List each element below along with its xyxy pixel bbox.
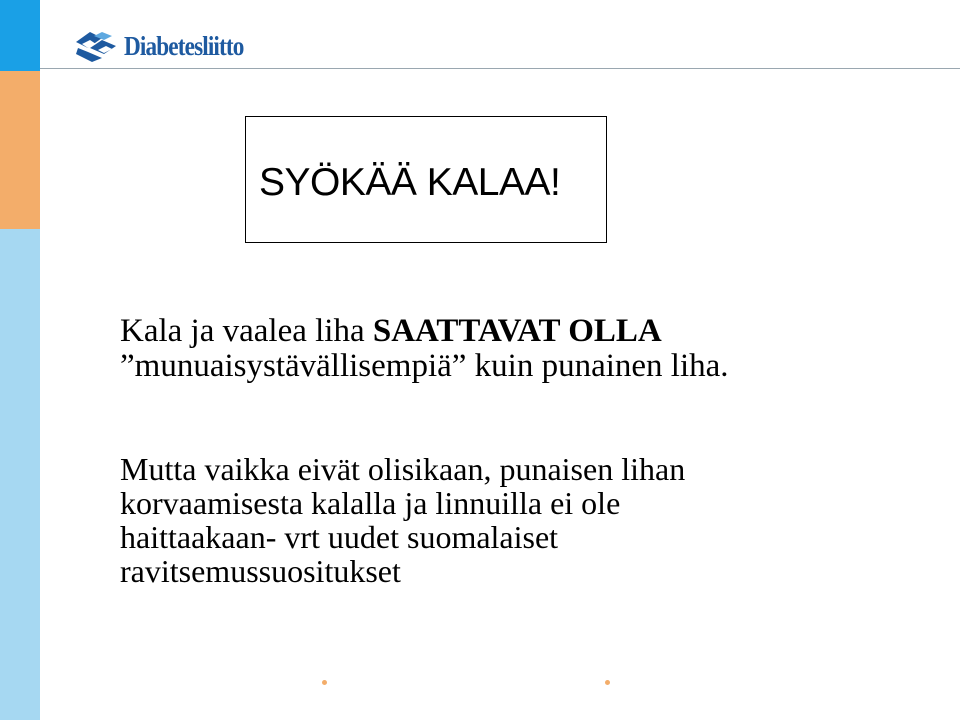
paragraph-mutta-line-2: korvaamisesta kalalla ja linnuilla ei ole <box>120 485 621 521</box>
diabetesliitto-logo-icon <box>72 28 120 64</box>
paragraph-mutta-line-4: ravitsemussuositukset <box>120 553 401 589</box>
paragraph-mutta-line-1: Mutta vaikka eivät olisikaan, punaisen lihan <box>120 451 686 487</box>
paragraph-kala-line-1 <box>120 314 860 349</box>
slide-title: SYÖKÄÄ KALAA! <box>259 160 561 204</box>
logo <box>72 28 263 64</box>
paragraph-kala-line-2: ”munuaisystävällisempiä” kuin punainen liha. <box>120 348 729 384</box>
logo-text: Diabetesliitto <box>124 30 244 61</box>
paragraph-mutta <box>120 452 880 588</box>
title-box <box>245 116 607 243</box>
paragraph-kala <box>120 314 860 384</box>
decorative-dot <box>605 680 610 685</box>
side-strip-blue <box>0 0 40 71</box>
side-strip-light-blue <box>0 229 40 720</box>
paragraph-kala-text: Kala ja vaalea liha <box>120 313 373 349</box>
side-strip-orange <box>0 71 40 229</box>
header-divider <box>40 68 960 69</box>
decorative-dot <box>322 680 327 685</box>
paragraph-mutta-line-3: haittaakaan- vrt uudet suomalaiset <box>120 519 559 555</box>
paragraph-kala-emphasis: SAATTAVAT OLLA <box>372 313 662 349</box>
